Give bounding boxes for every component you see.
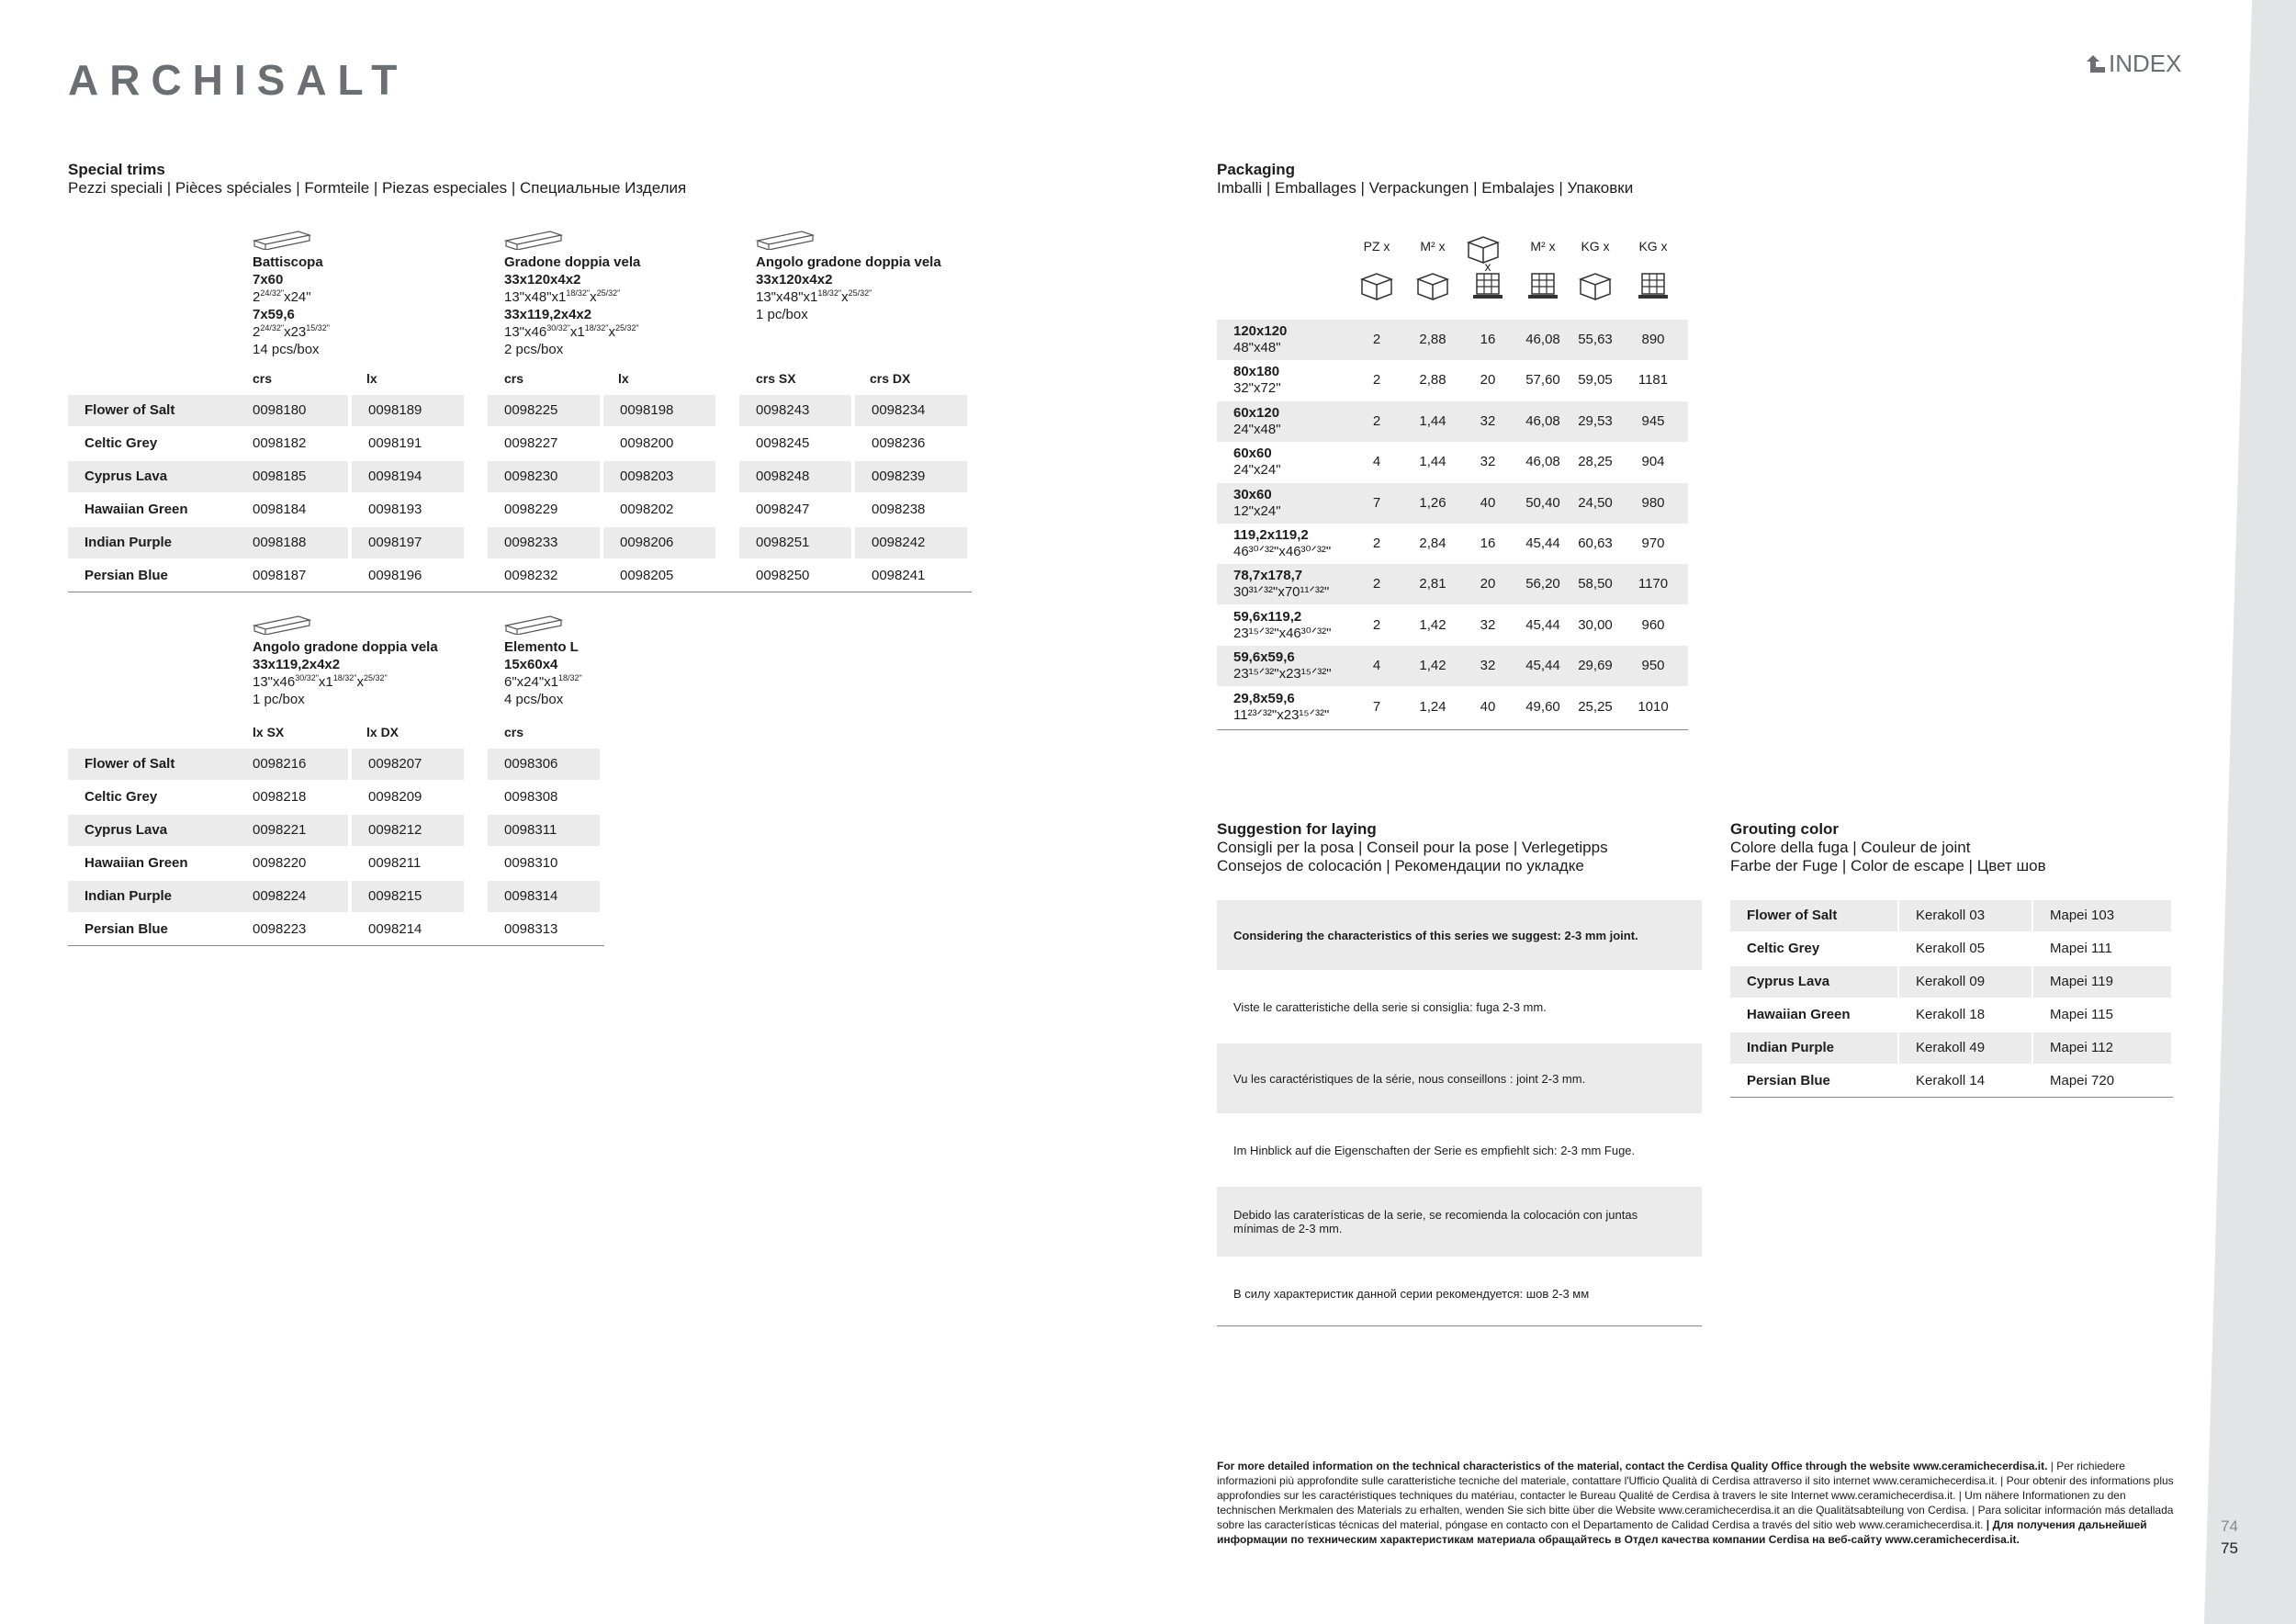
packaging-value: 904 bbox=[1641, 454, 1665, 470]
packaging-column-header: KG x bbox=[1638, 239, 1668, 254]
packaging-row bbox=[1217, 401, 1688, 442]
article-code: 0098229 bbox=[504, 502, 558, 517]
packaging-title: Packaging bbox=[1217, 161, 1296, 178]
format-cm: 29,8x59,6 bbox=[1233, 690, 1295, 706]
table-bottom-rule bbox=[68, 945, 604, 946]
packaging-value: 7 bbox=[1372, 494, 1381, 511]
color-name: Cyprus Lava bbox=[1730, 966, 1897, 998]
packaging-value: 16 bbox=[1480, 536, 1496, 551]
page-edge-shade bbox=[2204, 0, 2296, 1624]
suggestion-title: Suggestion for laying bbox=[1217, 820, 1377, 838]
format-cm: 120x120 bbox=[1233, 323, 1288, 339]
format-inch: 24"x48" bbox=[1233, 421, 1281, 437]
packaging-value: 2 bbox=[1372, 576, 1381, 592]
trim-description bbox=[504, 228, 640, 358]
suggestion-text: Im Hinblick auf die Eigenschaften der Serie es empfiehlt sich: 2-3 mm Fuge. bbox=[1233, 1143, 1636, 1157]
trim-spec-line: 14 pcs/box bbox=[253, 342, 320, 357]
trim-name: Angolo gradone doppia vela bbox=[756, 254, 941, 270]
trim-piece-icon bbox=[756, 228, 815, 250]
grout-code: Mapei 119 bbox=[2033, 966, 2171, 998]
packaging-value: 46,08 bbox=[1525, 454, 1560, 470]
trim-name: Gradone doppia vela bbox=[504, 254, 641, 270]
article-code: 0098223 bbox=[253, 921, 307, 937]
format-inch: 23¹⁵ᐟ³²"x46³⁰ᐟ³²" bbox=[1233, 625, 1332, 641]
suggestion-subtitle-1: Consigli per la posa | Conseil pour la pose | Verlegetipps bbox=[1217, 839, 1608, 856]
grout-code: Kerakoll 14 bbox=[1916, 1073, 1986, 1088]
article-code: 0098185 bbox=[236, 461, 348, 492]
color-name: Flower of Salt bbox=[68, 749, 236, 780]
trim-piece-icon bbox=[253, 613, 311, 635]
article-code: 0098245 bbox=[756, 435, 810, 451]
article-code: 0098214 bbox=[368, 921, 422, 937]
pallet-icon bbox=[1469, 270, 1506, 306]
packaging-value: 1170 bbox=[1638, 576, 1669, 592]
trim-spec-line: 2 pcs/box bbox=[504, 342, 564, 357]
format-size bbox=[1233, 323, 1287, 356]
format-cm: 60x120 bbox=[1233, 404, 1280, 421]
color-name: Cyprus Lava bbox=[68, 461, 236, 492]
laying-suggestion bbox=[1217, 1258, 1702, 1328]
article-code: 0098224 bbox=[236, 881, 348, 912]
packaging-value: 46,08 bbox=[1525, 412, 1560, 429]
trim-spec-line: 33x119,2x4x2 bbox=[253, 657, 341, 672]
packaging-value: 29,53 bbox=[1578, 412, 1613, 429]
trim-spec-line: 33x119,2x4x2 bbox=[504, 307, 592, 322]
packaging-value: 57,60 bbox=[1525, 372, 1560, 389]
trim-name: Elemento L bbox=[504, 639, 579, 655]
packaging-value: 40 bbox=[1480, 698, 1496, 715]
trim-description bbox=[504, 613, 582, 708]
packaging-value: 55,63 bbox=[1578, 332, 1613, 347]
grouting-bottom-rule bbox=[1730, 1097, 2173, 1098]
packaging-row bbox=[1217, 646, 1688, 686]
packaging-value: 1,24 bbox=[1419, 698, 1446, 715]
code-column-header: lx bbox=[618, 371, 629, 386]
trim-spec-line: 33x120x4x2 bbox=[756, 272, 833, 288]
article-code: 0098236 bbox=[872, 435, 926, 451]
packaging-value: 950 bbox=[1641, 658, 1665, 674]
color-name: Flower of Salt bbox=[68, 395, 236, 426]
article-code: 0098251 bbox=[739, 527, 851, 558]
packaging-value: 1,44 bbox=[1419, 454, 1446, 470]
packaging-value: 1181 bbox=[1638, 372, 1669, 389]
grout-code: Kerakoll 09 bbox=[1899, 966, 2032, 998]
format-inch: 11²³ᐟ³²"x23¹⁵ᐟ³²" bbox=[1233, 706, 1330, 723]
article-code: 0098243 bbox=[739, 395, 851, 426]
special-trims-title: Special trims bbox=[68, 161, 165, 178]
trim-piece-icon bbox=[253, 228, 311, 250]
index-link[interactable] bbox=[2085, 50, 2181, 78]
packaging-row bbox=[1217, 360, 1688, 400]
packaging-value: 2,88 bbox=[1419, 372, 1446, 389]
fraction: 25/32" bbox=[614, 323, 639, 333]
suggestion-text: В силу характеристик данной серии рекомендуется: шов 2-3 мм bbox=[1233, 1286, 1590, 1301]
article-code: 0098310 bbox=[504, 855, 558, 871]
packaging-value: 890 bbox=[1641, 332, 1665, 347]
grout-code: Kerakoll 05 bbox=[1916, 941, 1986, 956]
article-code: 0098221 bbox=[236, 815, 348, 846]
grout-code: Mapei 112 bbox=[2033, 1032, 2171, 1064]
suggestion-heading bbox=[1217, 820, 1608, 875]
format-cm: 80x180 bbox=[1233, 364, 1280, 380]
packaging-column-header: M² x bbox=[1530, 239, 1556, 254]
trim-spec-line: 7x59,6 bbox=[253, 307, 295, 322]
page-number-right: 75 bbox=[2221, 1539, 2238, 1557]
trim-description bbox=[756, 228, 941, 323]
color-name: Indian Purple bbox=[68, 527, 236, 558]
article-code: 0098247 bbox=[756, 502, 810, 517]
packaging-value: 58,50 bbox=[1578, 576, 1613, 592]
article-code: 0098239 bbox=[855, 461, 967, 492]
packaging-column-header: M² x bbox=[1420, 239, 1446, 254]
article-code: 0098232 bbox=[504, 568, 558, 583]
format-size bbox=[1233, 445, 1281, 479]
format-cm: 59,6x119,2 bbox=[1233, 608, 1302, 625]
article-code: 0098220 bbox=[253, 855, 307, 871]
packaging-value: 2 bbox=[1372, 332, 1381, 347]
color-name: Hawaiian Green bbox=[1747, 1007, 1851, 1022]
packaging-value: 32 bbox=[1480, 454, 1496, 470]
article-code: 0098215 bbox=[352, 881, 464, 912]
format-inch: 23¹⁵ᐟ³²"x23¹⁵ᐟ³²" bbox=[1233, 666, 1332, 682]
trim-spec-line: $13"x48"x1^{18/32"}x^{25/32"}$ bbox=[504, 288, 621, 305]
fraction: 18/32" bbox=[332, 673, 357, 682]
article-code: 0098230 bbox=[488, 461, 600, 492]
article-code: 0098197 bbox=[352, 527, 464, 558]
laying-suggestion bbox=[1217, 1187, 1702, 1257]
packaging-value: 46,08 bbox=[1525, 332, 1560, 347]
article-code: 0098184 bbox=[253, 502, 307, 517]
grouting-heading bbox=[1730, 820, 2046, 875]
packaging-value: 1,26 bbox=[1419, 494, 1446, 511]
fraction: 15/32" bbox=[306, 323, 330, 333]
suggestion-text: Considering the characteristics of this series we suggest: 2-3 mm joint. bbox=[1233, 928, 1638, 942]
article-code: 0098187 bbox=[253, 568, 307, 583]
trim-piece-icon bbox=[504, 228, 563, 250]
box-icon bbox=[1414, 270, 1451, 306]
packaging-value: 960 bbox=[1641, 616, 1665, 633]
article-code: 0098250 bbox=[756, 568, 810, 583]
packaging-value: 32 bbox=[1480, 616, 1496, 633]
packaging-row bbox=[1217, 564, 1688, 604]
packaging-value: 1,42 bbox=[1419, 616, 1446, 633]
format-cm: 59,6x59,6 bbox=[1233, 649, 1295, 666]
packaging-value: 945 bbox=[1641, 412, 1665, 429]
color-name: Hawaiian Green bbox=[84, 855, 188, 871]
trim-spec-line: $13"x48"x1^{18/32"}x^{25/32"}$ bbox=[756, 288, 872, 305]
format-size bbox=[1233, 568, 1329, 601]
trim-spec-line: $6"x24"x1^{18/32"}$ bbox=[504, 673, 582, 690]
grout-code: Kerakoll 18 bbox=[1916, 1007, 1986, 1022]
trim-spec-line: 7x60 bbox=[253, 272, 284, 288]
article-code: 0098238 bbox=[872, 502, 926, 517]
article-code: 0098211 bbox=[368, 855, 422, 871]
format-size bbox=[1233, 364, 1281, 397]
packaging-value: 24,50 bbox=[1578, 494, 1613, 511]
packaging-value: 2 bbox=[1372, 536, 1381, 551]
article-code: 0098308 bbox=[504, 789, 558, 805]
packaging-value: 1,42 bbox=[1419, 658, 1446, 674]
special-trims-heading bbox=[68, 161, 686, 197]
format-inch: 46³⁰ᐟ³²"x46³⁰ᐟ³²" bbox=[1233, 544, 1332, 559]
packaging-value: 30,00 bbox=[1578, 616, 1613, 633]
packaging-value: 4 bbox=[1372, 454, 1381, 470]
article-code: 0098191 bbox=[368, 435, 422, 451]
fraction: 24/32" bbox=[260, 323, 285, 333]
article-code: 0098216 bbox=[236, 749, 348, 780]
article-code: 0098196 bbox=[368, 568, 422, 583]
packaging-value: 7 bbox=[1372, 698, 1381, 715]
article-code: 0098203 bbox=[603, 461, 715, 492]
format-size bbox=[1233, 405, 1281, 438]
article-code: 0098212 bbox=[352, 815, 464, 846]
format-cm: 78,7x178,7 bbox=[1233, 568, 1303, 584]
packaging-value: 28,25 bbox=[1578, 454, 1613, 470]
packaging-subtitle: Imballi | Emballages | Verpackungen | Embalajes | Упаковки bbox=[1217, 179, 1634, 197]
packaging-value: 29,69 bbox=[1578, 658, 1613, 674]
packaging-row bbox=[1217, 687, 1688, 727]
trim-piece-icon bbox=[504, 613, 563, 635]
packaging-value: 2,84 bbox=[1419, 536, 1446, 551]
packaging-column-header: PZ x bbox=[1363, 239, 1390, 254]
packaging-row bbox=[1217, 442, 1688, 482]
fraction: 18/32" bbox=[584, 323, 609, 333]
article-code: 0098225 bbox=[488, 395, 600, 426]
suggestion-text: Vu les caractéristiques de la série, nous conseillons : joint 2-3 mm. bbox=[1233, 1071, 1586, 1086]
arrow-up-icon bbox=[2085, 54, 2107, 74]
fraction: 25/32" bbox=[596, 288, 621, 298]
article-code: 0098306 bbox=[488, 749, 600, 780]
fraction: 18/32" bbox=[558, 673, 582, 682]
laying-suggestion bbox=[1217, 972, 1702, 1042]
trim-name: Battiscopa bbox=[253, 254, 323, 270]
packaging-value: 20 bbox=[1480, 576, 1496, 592]
article-code: 0098198 bbox=[603, 395, 715, 426]
article-code: 0098234 bbox=[855, 395, 967, 426]
fraction: 30/32" bbox=[295, 673, 319, 682]
format-inch: 30³¹ᐟ³²"x70¹¹ᐟ³²" bbox=[1233, 584, 1330, 601]
packaging-value: 45,44 bbox=[1525, 658, 1560, 674]
article-code: 0098202 bbox=[620, 502, 674, 517]
trim-spec-line: 33x120x4x2 bbox=[504, 272, 581, 288]
grouting-subtitle-2: Farbe der Fuge | Color de escape | Цвет шов bbox=[1730, 857, 2046, 874]
format-size bbox=[1233, 487, 1281, 520]
packaging-value: 2 bbox=[1372, 616, 1381, 633]
brand-title: ARCHISALT bbox=[68, 56, 409, 104]
grout-code: Kerakoll 03 bbox=[1899, 900, 2032, 931]
color-name: Persian Blue bbox=[84, 921, 168, 937]
page-number-left: 74 bbox=[2221, 1517, 2238, 1535]
color-name: Flower of Salt bbox=[1730, 900, 1897, 931]
packaging-value: 45,44 bbox=[1525, 536, 1560, 551]
packaging-value: 49,60 bbox=[1525, 698, 1560, 715]
code-column-header: crs bbox=[253, 371, 273, 386]
article-code: 0098182 bbox=[253, 435, 307, 451]
grout-code: Mapei 720 bbox=[2050, 1073, 2115, 1088]
grouting-title: Grouting color bbox=[1730, 820, 1840, 838]
color-name: Cyprus Lava bbox=[68, 815, 236, 846]
packaging-value: 32 bbox=[1480, 658, 1496, 674]
pallet-icon bbox=[1525, 270, 1561, 306]
packaging-value: 60,63 bbox=[1578, 536, 1613, 551]
packaging-value: 59,05 bbox=[1578, 372, 1613, 389]
fraction: 18/32" bbox=[817, 288, 842, 298]
packaging-value: 40 bbox=[1480, 494, 1496, 511]
packaging-heading bbox=[1217, 161, 1633, 197]
footer-bold: For more detailed information on the technical characteristics of the material, contact the Cerdisa Quality Office through the website www.ceramichecerdisa.it. bbox=[1217, 1460, 2048, 1472]
color-name: Indian Purple bbox=[68, 881, 236, 912]
fraction: 25/32" bbox=[848, 288, 872, 298]
trim-spec-line: $13"x46^{30/32"}x1^{18/32"}x^{25/32"}$ bbox=[253, 673, 388, 690]
trim-spec-line: $2^{24/32"}x23^{15/32"}$ bbox=[253, 323, 330, 340]
packaging-value: 1010 bbox=[1638, 698, 1669, 715]
article-code: 0098188 bbox=[236, 527, 348, 558]
article-code: 0098200 bbox=[620, 435, 674, 451]
box-icon bbox=[1577, 270, 1614, 306]
format-inch: 32"x72" bbox=[1233, 380, 1281, 397]
color-name: Hawaiian Green bbox=[84, 502, 188, 517]
article-code: 0098209 bbox=[368, 789, 422, 805]
fraction: 25/32" bbox=[363, 673, 388, 682]
packaging-value: 2,81 bbox=[1419, 576, 1446, 592]
trim-description bbox=[253, 613, 438, 708]
suggestion-subtitle-2: Consejos de colocación | Рекомендации по укладке bbox=[1217, 857, 1584, 874]
packaging-value: 25,25 bbox=[1578, 698, 1613, 715]
format-size bbox=[1233, 609, 1331, 642]
fraction: 18/32" bbox=[566, 288, 591, 298]
color-name: Celtic Grey bbox=[84, 435, 158, 451]
article-code: 0098314 bbox=[488, 881, 600, 912]
code-column-header: crs SX bbox=[756, 371, 796, 386]
packaging-value: 970 bbox=[1641, 536, 1665, 551]
box-icon bbox=[1465, 233, 1502, 269]
packaging-row bbox=[1217, 483, 1688, 524]
footer-russian: | Для получения дальнейшей информации по техническим характеристикам материала обращайтесь в Отдел качества компании Cerdisa на веб-сайту www.ceramichecerdisa.it. bbox=[1217, 1518, 2147, 1546]
code-column-header: lx SX bbox=[253, 725, 285, 739]
code-column-header: crs bbox=[504, 371, 524, 386]
trim-spec-line: 1 pc/box bbox=[253, 692, 305, 707]
grouting-subtitle-1: Colore della fuga | Couleur de joint bbox=[1730, 839, 1971, 856]
trim-name: Angolo gradone doppia vela bbox=[253, 639, 438, 655]
packaging-value: 56,20 bbox=[1525, 576, 1560, 592]
article-code: 0098205 bbox=[620, 568, 674, 583]
packaging-row bbox=[1217, 605, 1688, 646]
article-code: 0098193 bbox=[368, 502, 422, 517]
format-size bbox=[1233, 527, 1331, 560]
article-code: 0098207 bbox=[352, 749, 464, 780]
index-label: INDEX bbox=[2109, 50, 2182, 77]
trim-spec-line: 1 pc/box bbox=[756, 307, 808, 322]
fraction: 24/32" bbox=[260, 288, 285, 298]
suggestion-text: Viste le caratteristiche della serie si consiglia: fuga 2-3 mm. bbox=[1233, 999, 1547, 1014]
pallet-icon bbox=[1635, 270, 1671, 306]
color-name: Persian Blue bbox=[84, 568, 168, 583]
format-size bbox=[1233, 649, 1332, 682]
footer-text: | Per richiedere informazioni più approfondite sulle caratteristiche tecniche del materiale, contattare l'Ufficio Qualità di Cerdisa attraverso il sito internet www.ceramichecerdisa.it. | Pour obtenir des informations plus approfondies sur les caractéristiques techniques du matériau, contacter le Bureau Qualité de Cerdisa à travers le site Internet www.ceramichecerdisa.it. | Um nähere Informationen zu den technischen Merkmalen des Materials zu erhalten, wenden Sie sich bitte über die Website www.ceramichecerdisa.it an die Qualitätsabteilung von Cerdisa. | Para solicitar información más detallada sobre las características técnicas del material, póngase en contacto con el Departamento de Calidad Cerdisa a través del sitio web www.ceramichecerdisa.it. bbox=[1217, 1460, 2174, 1531]
laying-suggestion bbox=[1217, 1115, 1702, 1185]
grout-code: Mapei 115 bbox=[2050, 1007, 2113, 1022]
article-code: 0098189 bbox=[352, 395, 464, 426]
code-column-header: crs DX bbox=[870, 371, 911, 386]
fraction: 30/32" bbox=[546, 323, 570, 333]
special-trims-subtitle: Pezzi speciali | Pièces spéciales | Formteile | Piezas especiales | Специальные Изделия bbox=[68, 179, 687, 197]
packaging-value: 2 bbox=[1372, 412, 1381, 429]
packaging-value: 32 bbox=[1480, 412, 1496, 429]
grout-code: Mapei 103 bbox=[2033, 900, 2171, 931]
article-code: 0098194 bbox=[352, 461, 464, 492]
grout-code: Kerakoll 49 bbox=[1899, 1032, 2032, 1064]
color-name: Persian Blue bbox=[1747, 1073, 1830, 1088]
packaging-value: 2 bbox=[1372, 372, 1381, 389]
packaging-value: 50,40 bbox=[1525, 494, 1560, 511]
packaging-value: 20 bbox=[1480, 372, 1496, 389]
packaging-column-header: KG x bbox=[1581, 239, 1610, 254]
article-code: 0098227 bbox=[504, 435, 558, 451]
code-column-header: lx DX bbox=[366, 725, 400, 739]
article-code: 0098311 bbox=[488, 815, 600, 846]
article-code: 0098218 bbox=[253, 789, 307, 805]
article-code: 0098180 bbox=[236, 395, 348, 426]
box-icon bbox=[1358, 270, 1395, 306]
format-cm: 60x60 bbox=[1233, 445, 1272, 462]
packaging-bottom-rule bbox=[1217, 729, 1688, 730]
article-code: 0098233 bbox=[488, 527, 600, 558]
trim-spec-line: $13"x46^{30/32"}x1^{18/32"}x^{25/32"}$ bbox=[504, 323, 639, 340]
article-code: 0098313 bbox=[504, 921, 558, 937]
trim-spec-line: 4 pcs/box bbox=[504, 692, 564, 707]
trim-spec-line: 15x60x4 bbox=[504, 657, 558, 672]
laying-suggestion bbox=[1217, 900, 1702, 970]
format-inch: 24"x24" bbox=[1233, 462, 1281, 479]
packaging-value: 1,44 bbox=[1419, 412, 1446, 429]
color-name: Celtic Grey bbox=[84, 789, 158, 805]
format-cm: 119,2x119,2 bbox=[1233, 527, 1309, 543]
trim-spec-line: $2^{24/32"}x24$" bbox=[253, 288, 311, 305]
packaging-column-header: x bbox=[1484, 259, 1491, 274]
color-name: Celtic Grey bbox=[1747, 941, 1820, 956]
format-cm: 30x60 bbox=[1233, 486, 1272, 502]
article-code: 0098242 bbox=[855, 527, 967, 558]
code-column-header: crs bbox=[504, 725, 524, 739]
packaging-row bbox=[1217, 524, 1688, 564]
article-code: 0098206 bbox=[603, 527, 715, 558]
packaging-value: 980 bbox=[1641, 494, 1665, 511]
suggestion-text: Debido las caraterísticas de la serie, se recomienda la colocación con juntas mínimas de 2-3 mm. bbox=[1233, 1208, 1638, 1235]
packaging-value: 4 bbox=[1372, 658, 1381, 674]
color-name: Indian Purple bbox=[1730, 1032, 1897, 1064]
article-code: 0098248 bbox=[739, 461, 851, 492]
format-inch: 12"x24" bbox=[1233, 502, 1281, 519]
code-column-header: lx bbox=[366, 371, 377, 386]
footer-note bbox=[1217, 1459, 2186, 1547]
trim-description bbox=[253, 228, 330, 358]
article-code: 0098241 bbox=[872, 568, 926, 583]
grout-code: Mapei 111 bbox=[2050, 941, 2112, 956]
laying-suggestion bbox=[1217, 1043, 1702, 1113]
packaging-value: 2,88 bbox=[1419, 332, 1446, 347]
format-inch: 48"x48" bbox=[1233, 340, 1281, 355]
packaging-value: 16 bbox=[1480, 332, 1496, 347]
packaging-row bbox=[1217, 320, 1688, 360]
packaging-value: 45,44 bbox=[1525, 616, 1560, 633]
format-size bbox=[1233, 691, 1329, 724]
